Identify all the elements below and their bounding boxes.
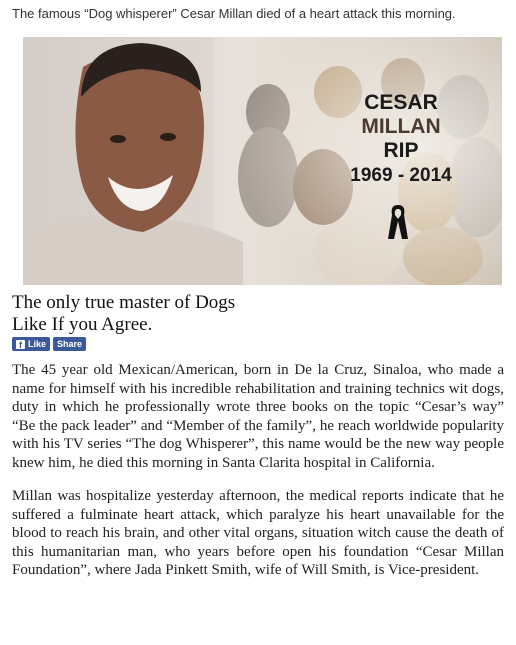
facebook-icon: f: [16, 340, 25, 349]
article-paragraph: The 45 year old Mexican/American, born in De la Cruz, Sinaloa, who made a name for himself with his incredible rehabilitation and training technics wit dogs, duty in which he professionally wrote three books on the topic “Cesar’s way” “Be the pack leader” and “Member of the family”, he reach worldwide popularity with his TV series “The dog Whisperer”, this name would be the new way people knew him, he died this morning in Santa Clarita hospital in California.: [12, 362, 504, 471]
memorial-text: [341, 91, 461, 187]
portrait: [23, 37, 243, 285]
like-label: Like: [28, 339, 47, 349]
mourning-ribbon-icon: [386, 203, 410, 241]
memorial-years: 1969 - 2014: [350, 165, 452, 187]
headline: [12, 292, 508, 336]
headline-line-1: The only true master of Dogs: [12, 292, 236, 313]
image-caption: The famous “Dog whisperer” Cesar Millan died of a heart attack this morning.: [12, 6, 456, 21]
facebook-like-button[interactable]: [12, 337, 50, 351]
article-body: [12, 361, 504, 595]
memorial-name-last: MILLAN: [361, 115, 441, 139]
headline-line-2: Like If you Agree.: [12, 314, 153, 335]
memorial-rip: RIP: [383, 139, 419, 163]
facebook-share-button[interactable]: [53, 337, 86, 351]
memorial-name-first: CESAR: [364, 91, 438, 114]
article-paragraph: Millan was hospitalize yesterday afternoon, the medical reports indicate that he suffered a fulminate heart attack, which paralyze his heart unavailable for the blood to reach his brain, and other vital organs, situation witch cause the death of this humanitarian man, who years before open his foundation “Cesar Millan Foundation”, where Jada Pinkett Smith, wife of Will Smith, is Vice-president.: [12, 488, 504, 578]
share-label: Share: [57, 339, 83, 349]
social-buttons: [12, 337, 86, 351]
memorial-photo: [23, 37, 502, 285]
